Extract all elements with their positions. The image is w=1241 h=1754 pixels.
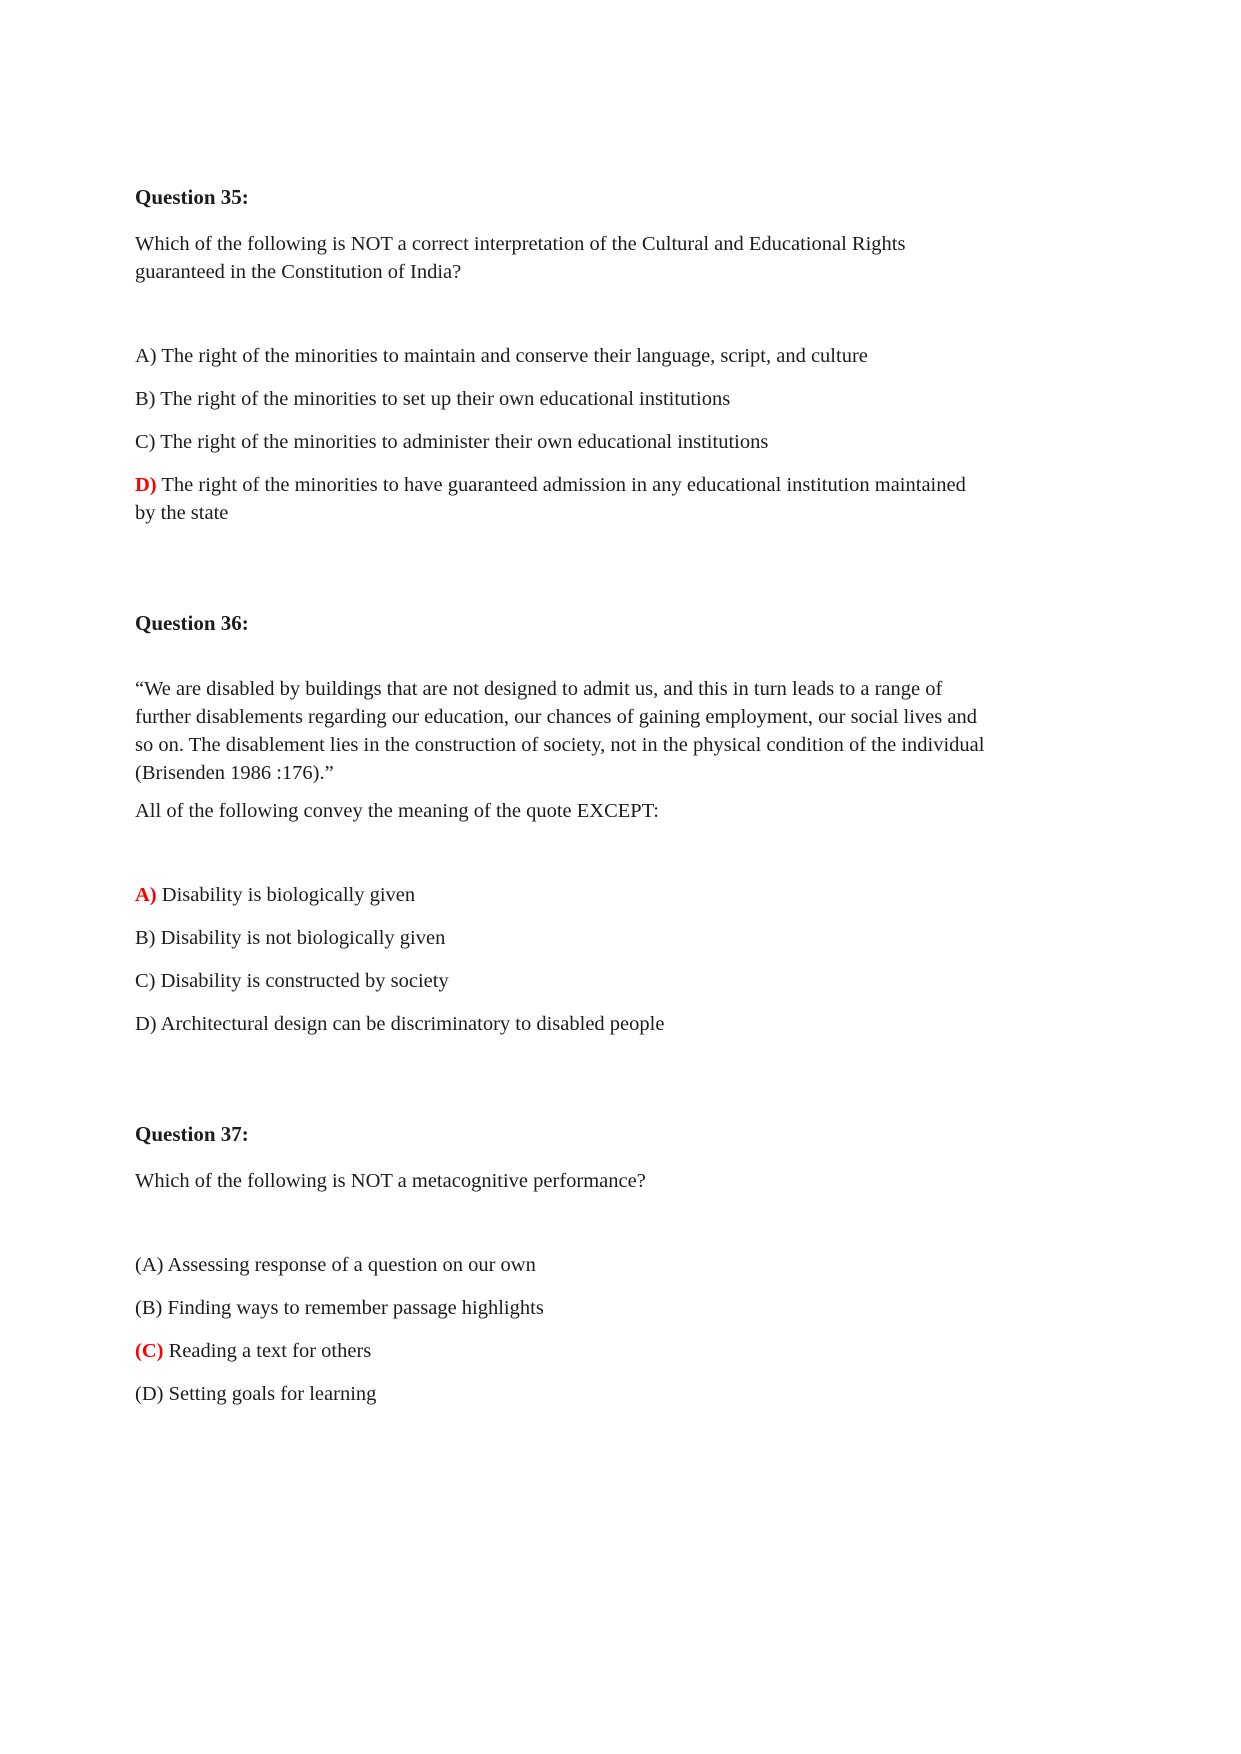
option-label: (A) [135,1254,164,1276]
question-body [135,230,1116,286]
option-label: A) [135,345,157,367]
options-list [135,881,1116,1038]
question-block-36 [135,609,1116,1038]
option-row [135,1337,985,1365]
question-paragraph: All of the following convey the meaning of the quote EXCEPT: [135,800,659,822]
question-title: Question 36: [135,611,249,635]
question-body [135,1167,1116,1195]
option-text: Assessing response of a question on our own [167,1254,536,1276]
option-row [135,471,985,527]
question-paragraph: Which of the following is NOT a correct interpretation of the Cultural and Educational Rights guaranteed in the Constitution of India? [135,233,906,283]
option-label: B) [135,927,156,949]
option-row [135,967,985,995]
question-paragraph: Which of the following is NOT a metacognitive performance? [135,1170,646,1192]
option-text: Reading a text for others [168,1340,372,1362]
option-row [135,1294,985,1322]
option-text: Finding ways to remember passage highlights [167,1297,544,1319]
option-label: C) [135,970,156,992]
option-label: B) [135,388,156,410]
option-text: Disability is constructed by society [160,970,449,992]
question-body [135,675,1116,825]
option-text: Disability is not biologically given [160,927,446,949]
option-text: Disability is biologically given [161,884,416,906]
option-row [135,385,985,413]
option-row [135,1010,985,1038]
option-row [135,924,985,952]
option-label: (C) [135,1340,164,1362]
option-text: The right of the minorities to have guaranteed admission in any educational institution maintained by the state [135,474,966,524]
option-label: D) [135,474,157,496]
option-label: A) [135,884,157,906]
option-label: (D) [135,1383,164,1405]
option-label: (B) [135,1297,163,1319]
option-row [135,428,985,456]
option-label: D) [135,1013,157,1035]
option-text: Architectural design can be discriminatory to disabled people [160,1013,665,1035]
option-text: Setting goals for learning [168,1383,377,1405]
option-row [135,1251,985,1279]
option-row [135,342,985,370]
option-row [135,1380,985,1408]
option-text: The right of the minorities to maintain and conserve their language, script, and culture [161,345,868,367]
option-label: C) [135,431,156,453]
options-list [135,1251,1116,1408]
question-block-35 [135,183,1116,527]
option-text: The right of the minorities to administer their own educational institutions [160,431,769,453]
options-list [135,342,1116,527]
question-title: Question 35: [135,185,249,209]
question-block-37 [135,1120,1116,1408]
option-text: The right of the minorities to set up their own educational institutions [160,388,731,410]
option-row [135,881,985,909]
question-title: Question 37: [135,1122,249,1146]
question-paragraph: “We are disabled by buildings that are not designed to admit us, and this in turn leads to a range of further disablements regarding our education, our chances of gaining employment, our social lives and so on. The disablement lies in the construction of society, not in the physical condition of the individual (Brisenden 1986 :176).” [135,678,985,784]
